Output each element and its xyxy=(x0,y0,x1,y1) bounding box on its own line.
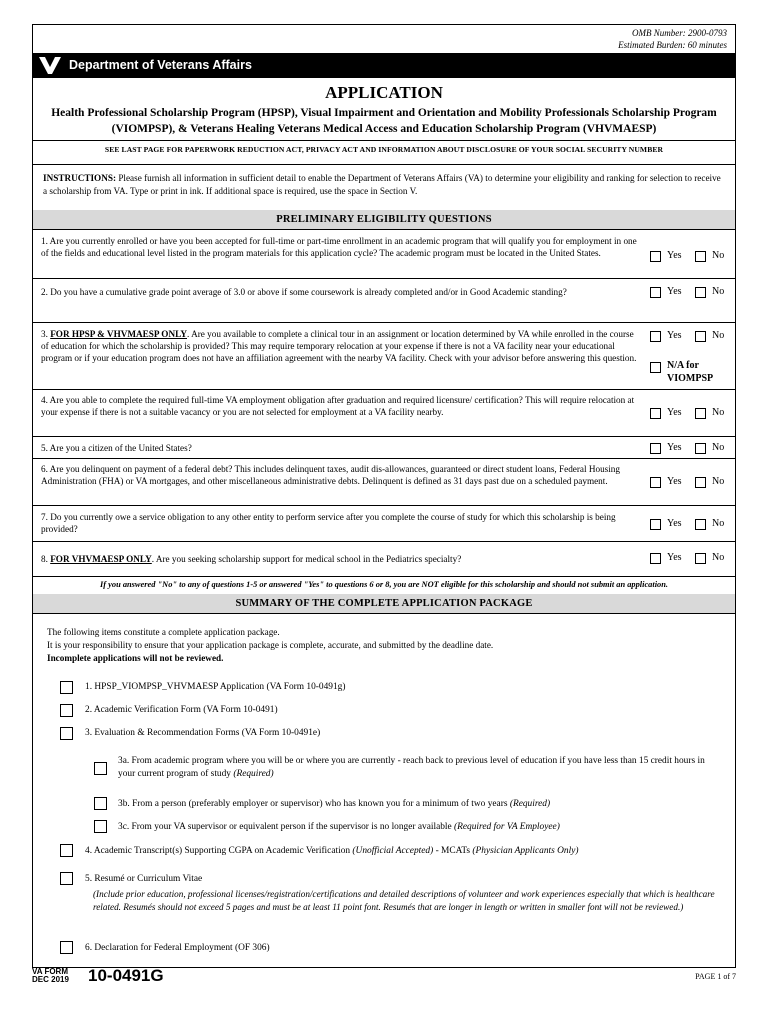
item-3-label: 3. Evaluation & Recommendation Forms (VA Form 10-0491e) xyxy=(85,728,321,738)
item-1-checkbox[interactable] xyxy=(60,681,73,694)
na-program: VIOMPSP xyxy=(667,373,714,384)
q1-no-checkbox[interactable] xyxy=(695,251,706,262)
va-logo-icon xyxy=(39,56,61,75)
item-4-note-2: (Physician Applicants Only) xyxy=(472,846,579,856)
yes-label: Yes xyxy=(667,250,682,261)
q3-text: . Are you available to complete a clinical tour in an assignment or location determined by VA while enrolled in the course of education for which the scholarship is provided? This may require temporary relocation at your expense if there is not a VA facility near your educational program or if your education program does not have an affiliation agreement with the nearby VA facility. Check with your advisor before answering this question. xyxy=(41,329,637,363)
question-1: 1. Are you currently enrolled or have you been accepted for full-time or part-time enrollment in an academic program that will qualify you for employment in one of the fields and educational level listed in the program materials for this application cycle? The academic program must be located in the United States. xyxy=(41,236,637,258)
item-3b-label xyxy=(118,798,550,810)
q6-yes-checkbox[interactable] xyxy=(650,477,661,488)
item-2-checkbox[interactable] xyxy=(60,704,73,717)
section-heading-preliminary: PRELIMINARY ELIGIBILITY QUESTIONS xyxy=(33,210,735,229)
q8-yes-checkbox[interactable] xyxy=(650,553,661,564)
q8-no-checkbox[interactable] xyxy=(695,553,706,564)
item-5-note: (Include prior education, professional licenses/registration/certifications and detailed descriptions of volunteer and work experiences especially that which is healthcare related. Resumés should not exceed 5 pages and must be at least 11 point font. Resumés that are longer in length or written in smaller font will not be reviewed.) xyxy=(93,889,715,912)
page-title: APPLICATION xyxy=(325,83,443,102)
item-3b-text: 3b. From a person (preferably employer or supervisor) who has known you for a minimum of two years xyxy=(118,799,508,809)
item-3c-checkbox[interactable] xyxy=(94,820,107,833)
form-page xyxy=(32,24,736,968)
divider xyxy=(33,164,735,165)
item-3a-label xyxy=(118,755,708,781)
item-5-label: 5. Resumé or Curriculum Vitae xyxy=(85,874,203,884)
divider xyxy=(33,576,735,577)
q7-yes-checkbox[interactable] xyxy=(650,519,661,530)
item-4-note: (Unofficial Accepted) xyxy=(352,846,434,856)
q8-number: 8. xyxy=(41,554,48,564)
divider xyxy=(33,613,735,614)
item-6-label: 6. Declaration for Federal Employment (OF 306) xyxy=(85,943,270,953)
q3-na-checkbox[interactable] xyxy=(650,362,661,373)
item-3a-required: (Required) xyxy=(233,769,274,779)
question-6: 6. Are you delinquent on payment of a federal debt? This includes delinquent taxes, audit dis-allowances, guaranteed or direct student loans, Federal Housing Administration (FHA) or VA mortgages, and other miscellaneous administrative debts. Delinquent is defined as 31 days past due on a scheduled payment. xyxy=(41,464,620,486)
q1-yes-checkbox[interactable] xyxy=(650,251,661,262)
form-id xyxy=(32,968,69,984)
q3-no-checkbox[interactable] xyxy=(695,331,706,342)
item-5-checkbox[interactable] xyxy=(60,872,73,885)
form-number: 10-0491G xyxy=(88,966,164,985)
no-label: No xyxy=(712,552,725,563)
summary-line-2: It is your responsibility to ensure that your application package is complete, accurate, and submitted by the deadline date. xyxy=(47,640,494,650)
department-name: Department of Veterans Affairs xyxy=(69,58,252,72)
q4-no-checkbox[interactable] xyxy=(695,408,706,419)
item-4-label xyxy=(85,845,578,857)
va-header-bar xyxy=(33,53,735,78)
omb-info xyxy=(618,27,727,51)
omb-number: OMB Number: 2900-0793 xyxy=(632,28,727,38)
yes-label: Yes xyxy=(667,407,682,418)
question-2: 2. Do you have a cumulative grade point average of 3.0 or above if some coursework is already completed and/or in Good Academic standing? xyxy=(41,287,567,297)
no-label: No xyxy=(712,330,725,341)
q3-number: 3. xyxy=(41,329,48,339)
va-form-label: VA FORM xyxy=(32,967,68,976)
item-1-label: 1. HPSP_VIOMPSP_VHVMAESP Application (VA Form 10-0491g) xyxy=(85,682,346,692)
question-4: 4. Are you able to complete the required full-time VA employment obligation after graduation and required licensure/ certification? This will require relocation at your expense if there is not a suitable vacancy or you are not selected for employment at a VA facility nearby. xyxy=(41,395,635,417)
item-3a-text: 3a. From academic program where you will be or where you are currently - reach back to previous level of education if you have less than 15 credit hours in your current program of study xyxy=(118,756,705,779)
item-3c-label xyxy=(118,821,560,833)
q4-yes-checkbox[interactable] xyxy=(650,408,661,419)
q7-no-checkbox[interactable] xyxy=(695,519,706,530)
q3-yes-checkbox[interactable] xyxy=(650,331,661,342)
na-text: N/A for xyxy=(667,360,699,371)
item-4-checkbox[interactable] xyxy=(60,844,73,857)
item-3b-checkbox[interactable] xyxy=(94,797,107,810)
instructions-text: Please furnish all information in sufficient detail to enable the Department of Veterans Affairs (VA) to determine your eligibility and ranking for selection to receive a scholarship from VA. Type or print in ink. If additional space is required, use the space in Section V. xyxy=(43,173,721,196)
no-label: No xyxy=(712,442,725,453)
item-3c-text: 3c. From your VA supervisor or equivalent person if the supervisor is no longer available xyxy=(118,822,452,832)
q5-yes-checkbox[interactable] xyxy=(650,443,661,454)
question-8 xyxy=(41,553,641,565)
burden-estimate: Estimated Burden: 60 minutes xyxy=(618,40,727,50)
divider xyxy=(33,458,735,459)
item-6-checkbox[interactable] xyxy=(60,941,73,954)
page-number: PAGE 1 of 7 xyxy=(695,972,736,981)
notice-line: SEE LAST PAGE FOR PAPERWORK REDUCTION ACT, PRIVACY ACT AND INFORMATION ABOUT DISCLOSURE OF YOUR SOCIAL SECURITY NUMBER xyxy=(104,145,664,154)
yes-label: Yes xyxy=(667,552,682,563)
divider xyxy=(33,541,735,542)
divider xyxy=(33,505,735,506)
q2-no-checkbox[interactable] xyxy=(695,287,706,298)
summary-line-3: Incomplete applications will not be reviewed. xyxy=(47,653,224,663)
question-7: 7. Do you currently owe a service obligation to any other entity to perform service after you complete the course of study for which this scholarship is being provided? xyxy=(41,512,616,534)
yes-label: Yes xyxy=(667,518,682,529)
item-4-tail: - MCATs xyxy=(435,846,471,856)
divider xyxy=(33,322,735,323)
item-4-text: 4. Academic Transcript(s) Supporting CGPA on Academic Verification xyxy=(85,846,351,856)
no-label: No xyxy=(712,250,725,261)
section-heading-summary: SUMMARY OF THE COMPLETE APPLICATION PACKAGE xyxy=(33,594,735,613)
divider xyxy=(33,140,735,141)
divider xyxy=(33,436,735,437)
form-date: DEC 2019 xyxy=(32,975,69,984)
eligibility-warning: If you answered "No" to any of questions 1-5 or answered "Yes" to questions 6 or 8, you are NOT eligible for this scholarship and should not submit an application. xyxy=(100,580,668,589)
item-3c-required: (Required for VA Employee) xyxy=(454,822,560,832)
item-3-checkbox[interactable] xyxy=(60,727,73,740)
q2-yes-checkbox[interactable] xyxy=(650,287,661,298)
q8-text: . Are you seeking scholarship support for medical school in the Pediatrics specialty? xyxy=(151,554,462,564)
question-3 xyxy=(41,328,641,364)
q5-no-checkbox[interactable] xyxy=(695,443,706,454)
no-label: No xyxy=(712,476,725,487)
yes-label: Yes xyxy=(667,442,682,453)
divider xyxy=(33,229,735,230)
instructions xyxy=(43,172,727,197)
yes-label: Yes xyxy=(667,286,682,297)
yes-label: Yes xyxy=(667,330,682,341)
summary-intro xyxy=(47,626,727,665)
q3-program-label: FOR HPSP & VHVMAESP ONLY xyxy=(50,329,187,339)
no-label: No xyxy=(712,407,725,418)
q8-program-label: FOR VHVMAESP ONLY xyxy=(50,554,152,564)
divider xyxy=(33,278,735,279)
instructions-label: INSTRUCTIONS: xyxy=(43,173,117,183)
no-label: No xyxy=(712,518,725,529)
q3-na-label xyxy=(667,359,713,385)
divider xyxy=(33,389,735,390)
item-3b-required: (Required) xyxy=(509,799,551,809)
summary-line-1: The following items constitute a complete application package. xyxy=(47,627,280,637)
question-5: 5. Are you a citizen of the United States? xyxy=(41,443,192,453)
page-subtitle: Health Professional Scholarship Program (HPSP), Visual Impairment and Orientation and Mobility Professionals Scholarship Program (VIOMPSP), & Veterans Healing Veterans Medical Access and Education Scholarship Program (VHVMAESP) xyxy=(51,107,717,135)
yes-label: Yes xyxy=(667,476,682,487)
q6-no-checkbox[interactable] xyxy=(695,477,706,488)
item-2-label: 2. Academic Verification Form (VA Form 10-0491) xyxy=(85,705,278,715)
item-3a-checkbox[interactable] xyxy=(94,762,107,775)
no-label: No xyxy=(712,286,725,297)
